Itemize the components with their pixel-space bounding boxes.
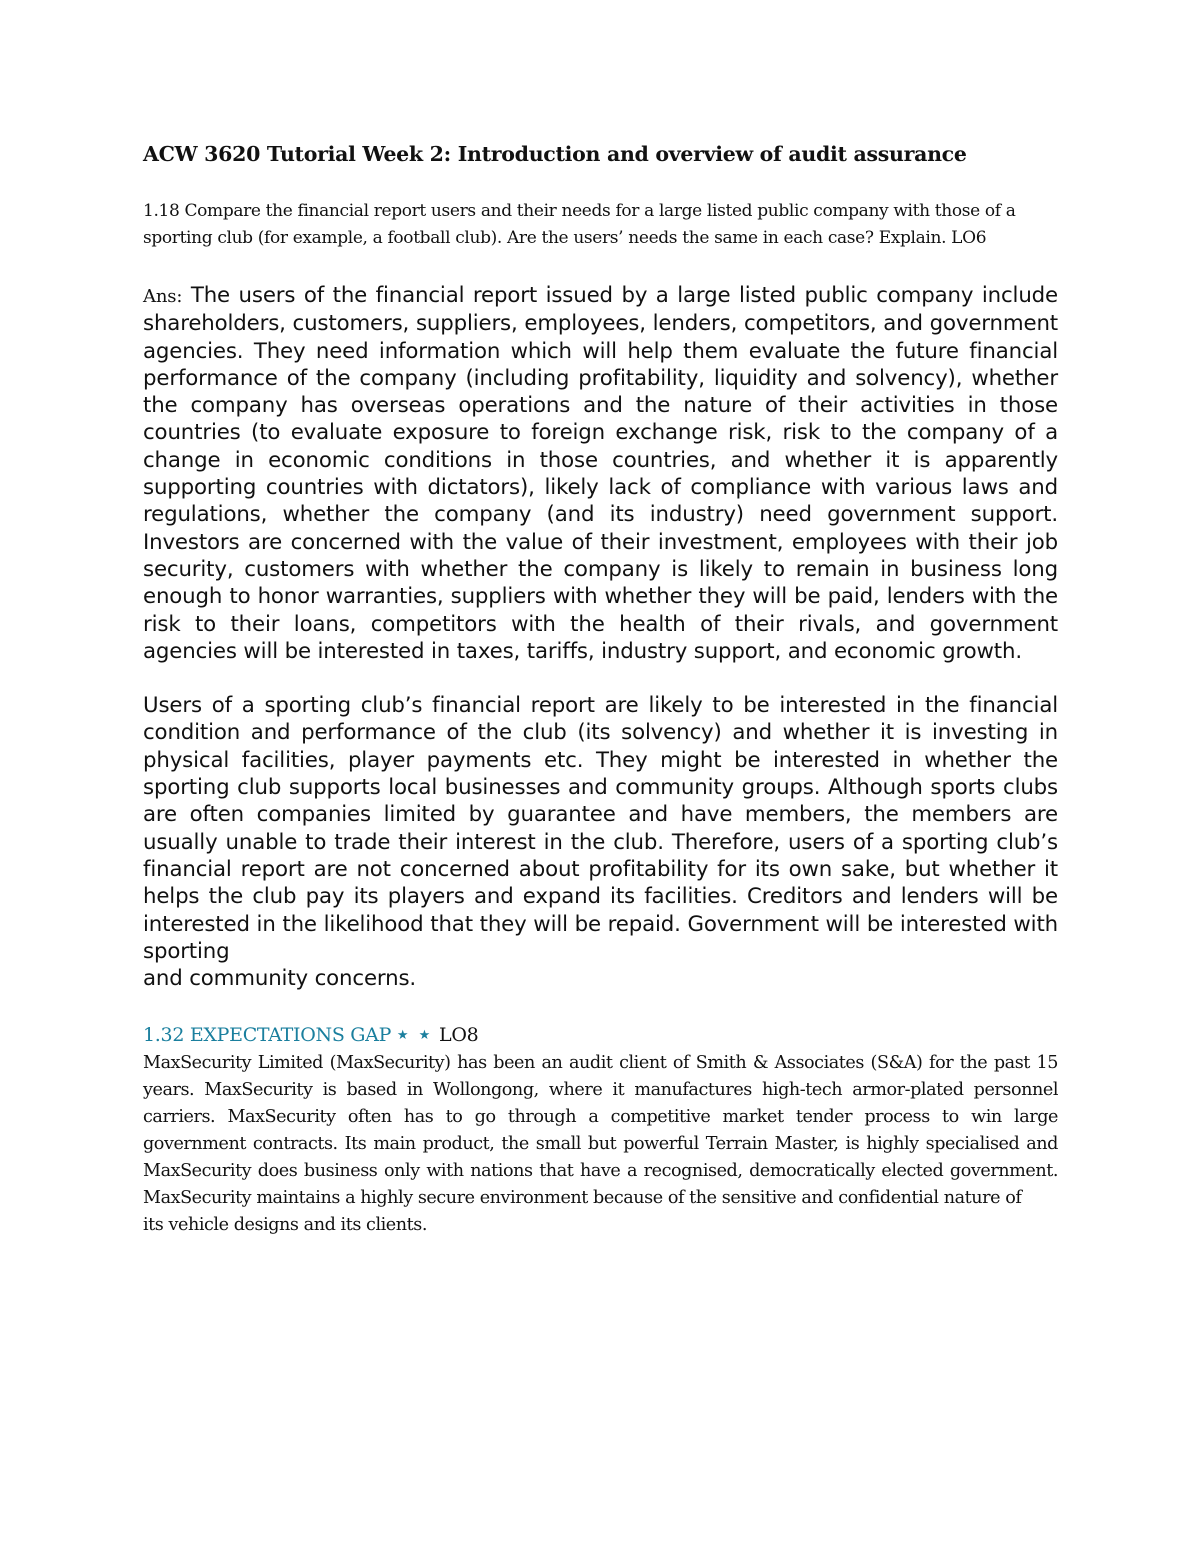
answer-label: Ans: (143, 286, 183, 307)
document-page (143, 140, 1058, 1239)
case-heading-lo: LO8 (439, 1024, 479, 1047)
case-text-body: MaxSecurity Limited (MaxSecurity) has been an audit client of Smith & Associates (S&A) for the past 15 years. MaxSecurity is based in Wollongong, where it manufactures high-tech armor-plated personnel carriers. MaxSecurity often has to go through a competitive market tender process to win large government contracts. Its main product, the small but powerful Terrain Master, is highly specialised and MaxSecurity does business only with nations that have a recognised, democratically elected government. MaxSecurity maintains a highly secure environment because of the sensitive and confidential nature of (143, 1053, 1058, 1209)
case-text (143, 1050, 1058, 1239)
difficulty-stars-icon: ★ ★ (396, 1028, 434, 1044)
case-heading (143, 1021, 1058, 1050)
answer-paragraph-1 (143, 282, 1058, 665)
case-heading-title: 1.32 EXPECTATIONS GAP (143, 1024, 392, 1047)
answer-paragraph-2 (143, 692, 1058, 992)
answer-paragraph-2-tail: and community concerns. (143, 966, 417, 992)
answer-paragraph-1-text: The users of the financial report issued by a large listed public company include shareholders, customers, suppliers, employees, lenders, competitors, and government agencies. They need information which will help them evaluate the future financial performance of the company (including profitability, liquidity and solvency), whether the company has overseas operations and the nature of their activities in those countries (to evaluate exposure to foreign exchange risk, risk to the company of a change in economic conditions in those countries, and whether it is apparently supporting countries with dictators), likely lack of compliance with various laws and regulations, whether the company (and its industry) need government support. Investors are concerned with the value of their investment, employees with their job security, customers with whether the company is likely to remain in business long enough to honor warranties, suppliers with whether they will be paid, lenders with the risk to their loans, competitors with the health of their rivals, and government agencies will be interested in taxes, tariffs, industry support, and economic growth. (143, 283, 1058, 664)
question-text: 1.18 Compare the financial report users and their needs for a large listed public company with those of a sporting club (for example, a football club). Are the users’ needs the same in each case? Explain. LO6 (143, 201, 1016, 248)
page-title: ACW 3620 Tutorial Week 2: Introduction and overview of audit assurance (143, 142, 967, 166)
answer-paragraph-2-text: Users of a sporting club’s financial report are likely to be interested in the financial condition and performance of the club (its solvency) and whether it is investing in physical facilities, player payments etc. They might be interested in whether the sporting club supports local businesses and community groups. Although sports clubs are often companies limited by guarantee and have members, the members are usually unable to trade their interest in the club. Therefore, users of a sporting club’s financial report are not concerned about profitability for its own sake, but whether it helps the club pay its players and expand its facilities. Creditors and lenders will be interested in the likelihood that they will be repaid. Government will be interested with sporting (143, 693, 1058, 964)
case-text-tail: its vehicle designs and its clients. (143, 1215, 427, 1236)
